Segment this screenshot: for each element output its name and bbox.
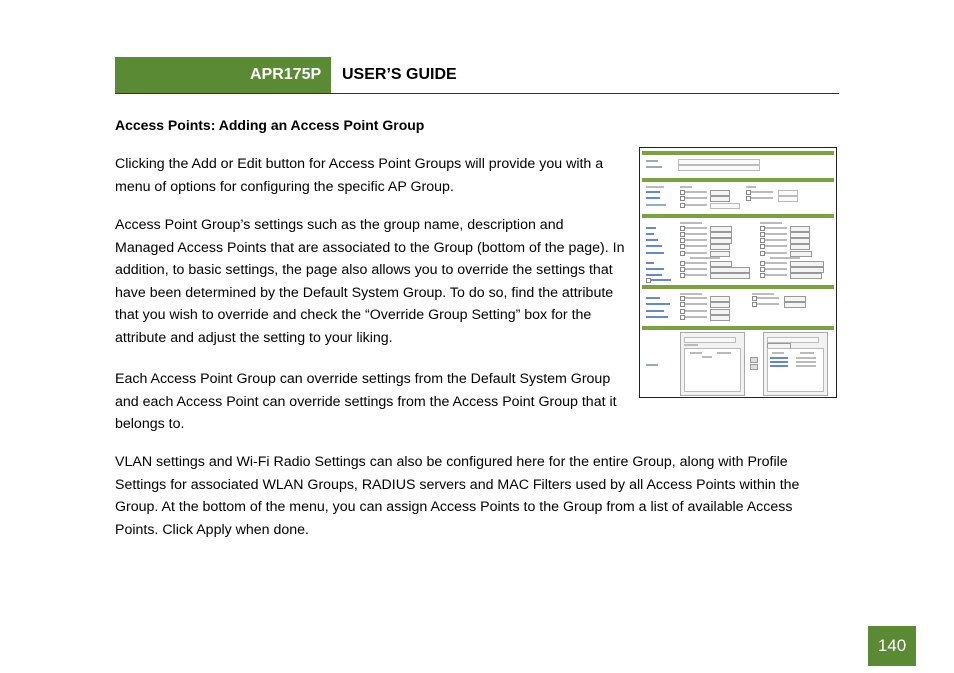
paragraph-settings: Access Point Group’s settings such as the group name, description and Managed Access Points that are associated to the Group (bottom of the page). In addition, to basic settings, the page also allows you to override the settings that have been determined by the Default System Group. To do so, find the attribute that you wish to override and check the “Override Group Setting” box for the attribute and adjust the setting to your liking. (115, 217, 625, 346)
thumb-section-bar (642, 151, 834, 155)
paragraph-vlan: VLAN settings and Wi-Fi Radio Settings can also be configured here for the entire Group, along with Profile Settings for associated WLAN Groups, RADIUS servers and MAC Filters used by all Access Points within the Group. At the bottom of the menu, you can assign Access Points to the Group from a list of available Access Points. Click Apply when done. (115, 454, 800, 538)
guide-title: USER’S GUIDE (342, 66, 457, 83)
section-title: Access Points: Adding an Access Point Group (115, 117, 425, 133)
thumb-section-bar (642, 326, 834, 330)
ap-group-screenshot (639, 147, 837, 398)
paragraph-intro: Clicking the Add or Edit button for Access Point Groups will provide you with a menu of options for configuring the specific AP Group. (115, 156, 604, 195)
thumb-section-bar (642, 214, 834, 218)
thumb-section-bar (642, 285, 834, 289)
header-divider (115, 93, 839, 94)
paragraph-override: Each Access Point Group can override settings from the Default System Group and each Access Point can override settings from the Access Point Group that it belongs to. (115, 371, 617, 433)
model-name: APR175P (250, 66, 322, 83)
thumb-section-bar (642, 178, 834, 182)
page-number: 140 (868, 626, 916, 666)
